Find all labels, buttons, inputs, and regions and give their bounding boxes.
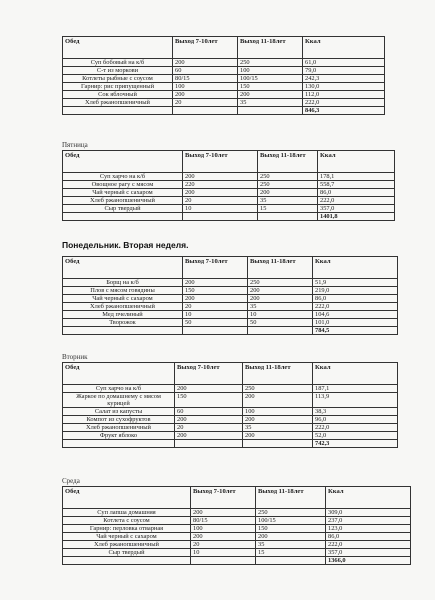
col-header-out1: Выход 7-10лет <box>191 487 256 509</box>
dish-name: Гарнир: перловка отварная <box>63 525 191 533</box>
dish-name: Суп лапша домашняя <box>63 509 191 517</box>
kcal-value: 52,0 <box>313 432 398 440</box>
portion-11-18: 50 <box>248 319 313 327</box>
kcal-value: 86,0 <box>313 295 398 303</box>
portion-11-18: 15 <box>258 205 318 213</box>
dish-name: Хлеб ржанопшеничный <box>63 303 183 311</box>
kcal-total: 846,3 <box>303 107 385 115</box>
total-row <box>63 107 385 115</box>
portion-11-18: 200 <box>243 393 313 408</box>
menu-table <box>62 150 395 221</box>
col-header-kcal: Ккал <box>313 363 398 385</box>
portion-11-18: 150 <box>256 525 326 533</box>
portion-7-10: 150 <box>175 393 243 408</box>
portion-7-10: 200 <box>175 385 243 393</box>
portion-11-18: 35 <box>248 303 313 311</box>
dish-name: С-т из моркови <box>63 67 173 75</box>
portion-7-10: 200 <box>183 279 248 287</box>
portion-7-10: 10 <box>191 549 256 557</box>
kcal-value: 96,0 <box>313 416 398 424</box>
dish-name: Суп харчо на к/б <box>63 385 175 393</box>
portion-7-10: 20 <box>183 303 248 311</box>
portion-11-18: 250 <box>256 509 326 517</box>
table-row <box>63 549 411 557</box>
portion-11-18: 250 <box>248 279 313 287</box>
menu-table <box>62 36 385 115</box>
portion-7-10: 100 <box>173 83 238 91</box>
kcal-value: 357,0 <box>318 205 395 213</box>
portion-11-18: 200 <box>248 287 313 295</box>
portion-11-18: 100 <box>238 67 303 75</box>
day-caption-wednesday: Среда <box>62 477 80 485</box>
dish-name: Чай черный с сахаром <box>63 189 183 197</box>
table-row <box>63 67 385 75</box>
table-row <box>63 173 395 181</box>
portion-11-18: 250 <box>238 59 303 67</box>
dish-name: Суп бобовый на к/б <box>63 59 173 67</box>
kcal-value: 178,1 <box>318 173 395 181</box>
portion-11-18: 100/15 <box>238 75 303 83</box>
kcal-value: 130,0 <box>303 83 385 91</box>
dish-name: Сыр твердый <box>63 549 191 557</box>
portion-7-10: 100 <box>191 525 256 533</box>
kcal-value: 79,0 <box>303 67 385 75</box>
portion-11-18: 35 <box>256 541 326 549</box>
dish-name: Котлета с соусом <box>63 517 191 525</box>
col-header-out2: Выход 11-18лет <box>248 257 313 279</box>
table-row <box>63 533 411 541</box>
kcal-value: 222,0 <box>326 541 411 549</box>
kcal-value: 38,3 <box>313 408 398 416</box>
table-row <box>63 99 385 107</box>
dish-name: Плов с мясом говядины <box>63 287 183 295</box>
dish-name: Мед пчелиный <box>63 311 183 319</box>
table-row <box>63 91 385 99</box>
portion-11-18: 35 <box>238 99 303 107</box>
total-row <box>63 327 398 335</box>
portion-7-10: 50 <box>183 319 248 327</box>
dish-name: Чай черный с сахаром <box>63 533 191 541</box>
portion-7-10: 200 <box>191 533 256 541</box>
portion-7-10: 200 <box>175 416 243 424</box>
kcal-value: 222,0 <box>318 197 395 205</box>
table-row <box>63 541 411 549</box>
dish-name: Хлеб ржанопшеничный <box>63 424 175 432</box>
portion-7-10: 60 <box>175 408 243 416</box>
dish-name: Жаркое по домашнему с мясом курицей <box>63 393 175 408</box>
menu-table <box>62 256 398 335</box>
portion-7-10: 150 <box>183 287 248 295</box>
table-row <box>63 83 385 91</box>
portion-7-10: 20 <box>183 197 258 205</box>
portion-11-18: 100 <box>243 408 313 416</box>
table-row <box>63 311 398 319</box>
portion-7-10: 200 <box>175 432 243 440</box>
dish-name: Фрукт яблоко <box>63 432 175 440</box>
col-header-dish: Обед <box>63 151 183 173</box>
col-header-out1: Выход 7-10лет <box>173 37 238 59</box>
table-row <box>63 205 395 213</box>
table-row <box>63 525 411 533</box>
col-header-kcal: Ккал <box>313 257 398 279</box>
col-header-kcal: Ккал <box>303 37 385 59</box>
portion-7-10: 200 <box>191 509 256 517</box>
table-row <box>63 181 395 189</box>
portion-11-18: 100/15 <box>256 517 326 525</box>
portion-7-10: 60 <box>173 67 238 75</box>
portion-7-10: 200 <box>173 91 238 99</box>
portion-11-18: 35 <box>258 197 318 205</box>
portion-7-10: 200 <box>173 59 238 67</box>
kcal-value: 237,0 <box>326 517 411 525</box>
col-header-out2: Выход 11-18лет <box>238 37 303 59</box>
col-header-kcal: Ккал <box>318 151 395 173</box>
kcal-total: 1401,8 <box>318 213 395 221</box>
table-row <box>63 416 398 424</box>
total-row <box>63 213 395 221</box>
portion-7-10: 200 <box>183 295 248 303</box>
table-row <box>63 408 398 416</box>
day-caption-tuesday: Вторник <box>62 353 88 361</box>
kcal-value: 187,1 <box>313 385 398 393</box>
kcal-value: 558,7 <box>318 181 395 189</box>
portion-7-10: 200 <box>183 173 258 181</box>
table-row <box>63 197 395 205</box>
kcal-value: 222,0 <box>303 99 385 107</box>
kcal-value: 219,0 <box>313 287 398 295</box>
kcal-value: 113,9 <box>313 393 398 408</box>
portion-11-18: 200 <box>256 533 326 541</box>
portion-11-18: 200 <box>248 295 313 303</box>
col-header-dish: Обед <box>63 37 173 59</box>
menu-section-1 <box>62 36 385 115</box>
kcal-total: 784,5 <box>313 327 398 335</box>
col-header-dish: Обед <box>63 487 191 509</box>
portion-7-10: 20 <box>175 424 243 432</box>
portion-7-10: 10 <box>183 311 248 319</box>
kcal-value: 51,9 <box>313 279 398 287</box>
menu-section-friday <box>62 150 395 221</box>
col-header-out1: Выход 7-10лет <box>183 257 248 279</box>
portion-7-10: 200 <box>183 189 258 197</box>
dish-name: Компот из сухофруктов <box>63 416 175 424</box>
portion-7-10: 10 <box>183 205 258 213</box>
kcal-value: 242,3 <box>303 75 385 83</box>
dish-name: Сыр твердый <box>63 205 183 213</box>
kcal-value: 101,0 <box>313 319 398 327</box>
total-row <box>63 440 398 448</box>
col-header-out2: Выход 11-18лет <box>256 487 326 509</box>
menu-section-monday <box>62 256 398 335</box>
table-row <box>63 303 398 311</box>
table-row <box>63 189 395 197</box>
portion-7-10: 20 <box>173 99 238 107</box>
menu-table <box>62 486 411 565</box>
dish-name: Хлеб ржанопшеничный <box>63 197 183 205</box>
portion-11-18: 200 <box>243 416 313 424</box>
day-caption-friday: Пятница <box>62 141 88 149</box>
portion-7-10: 80/15 <box>191 517 256 525</box>
col-header-out2: Выход 11-18лет <box>243 363 313 385</box>
dish-name: Борщ на к/б <box>63 279 183 287</box>
kcal-value: 222,0 <box>313 303 398 311</box>
col-header-dish: Обед <box>63 257 183 279</box>
kcal-total: 1366,0 <box>326 557 411 565</box>
kcal-value: 222,0 <box>313 424 398 432</box>
table-row <box>63 75 385 83</box>
dish-name: Котлеты рыбные с соусом <box>63 75 173 83</box>
portion-11-18: 250 <box>243 385 313 393</box>
kcal-value: 309,0 <box>326 509 411 517</box>
table-row <box>63 424 398 432</box>
table-row <box>63 59 385 67</box>
kcal-value: 104,6 <box>313 311 398 319</box>
portion-11-18: 200 <box>258 189 318 197</box>
table-row <box>63 287 398 295</box>
portion-11-18: 250 <box>258 181 318 189</box>
table-row <box>63 279 398 287</box>
menu-table <box>62 362 398 448</box>
dish-name: Сок яблочный <box>63 91 173 99</box>
kcal-value: 123,0 <box>326 525 411 533</box>
dish-name: Чай черный с сахаром <box>63 295 183 303</box>
dish-name: Суп харчо на к/б <box>63 173 183 181</box>
table-row <box>63 393 398 408</box>
col-header-kcal: Ккал <box>326 487 411 509</box>
kcal-value: 112,0 <box>303 91 385 99</box>
portion-11-18: 10 <box>248 311 313 319</box>
portion-7-10: 20 <box>191 541 256 549</box>
total-row <box>63 557 411 565</box>
portion-11-18: 200 <box>238 91 303 99</box>
dish-name: Салат из капусты <box>63 408 175 416</box>
col-header-out1: Выход 7-10лет <box>175 363 243 385</box>
col-header-out2: Выход 11-18лет <box>258 151 318 173</box>
portion-11-18: 150 <box>238 83 303 91</box>
menu-section-tuesday <box>62 362 398 448</box>
table-row <box>63 295 398 303</box>
dish-name: Овощное рагу с мясом <box>63 181 183 189</box>
portion-7-10: 80/15 <box>173 75 238 83</box>
col-header-out1: Выход 7-10лет <box>183 151 258 173</box>
table-row <box>63 432 398 440</box>
portion-7-10: 220 <box>183 181 258 189</box>
portion-11-18: 250 <box>258 173 318 181</box>
table-row <box>63 319 398 327</box>
week-heading: Понедельник. Вторая неделя. <box>62 240 189 250</box>
dish-name: Творожок <box>63 319 183 327</box>
col-header-dish: Обед <box>63 363 175 385</box>
table-row <box>63 517 411 525</box>
dish-name: Гарнир: рис припущенный <box>63 83 173 91</box>
menu-section-wednesday <box>62 486 411 565</box>
kcal-value: 86,0 <box>326 533 411 541</box>
kcal-value: 61,0 <box>303 59 385 67</box>
dish-name: Хлеб ржанопшеничный <box>63 541 191 549</box>
kcal-value: 86,0 <box>318 189 395 197</box>
kcal-total: 742,3 <box>313 440 398 448</box>
table-row <box>63 509 411 517</box>
portion-11-18: 200 <box>243 432 313 440</box>
table-row <box>63 385 398 393</box>
kcal-value: 357,0 <box>326 549 411 557</box>
dish-name: Хлеб ржанопшеничный <box>63 99 173 107</box>
portion-11-18: 35 <box>243 424 313 432</box>
portion-11-18: 15 <box>256 549 326 557</box>
